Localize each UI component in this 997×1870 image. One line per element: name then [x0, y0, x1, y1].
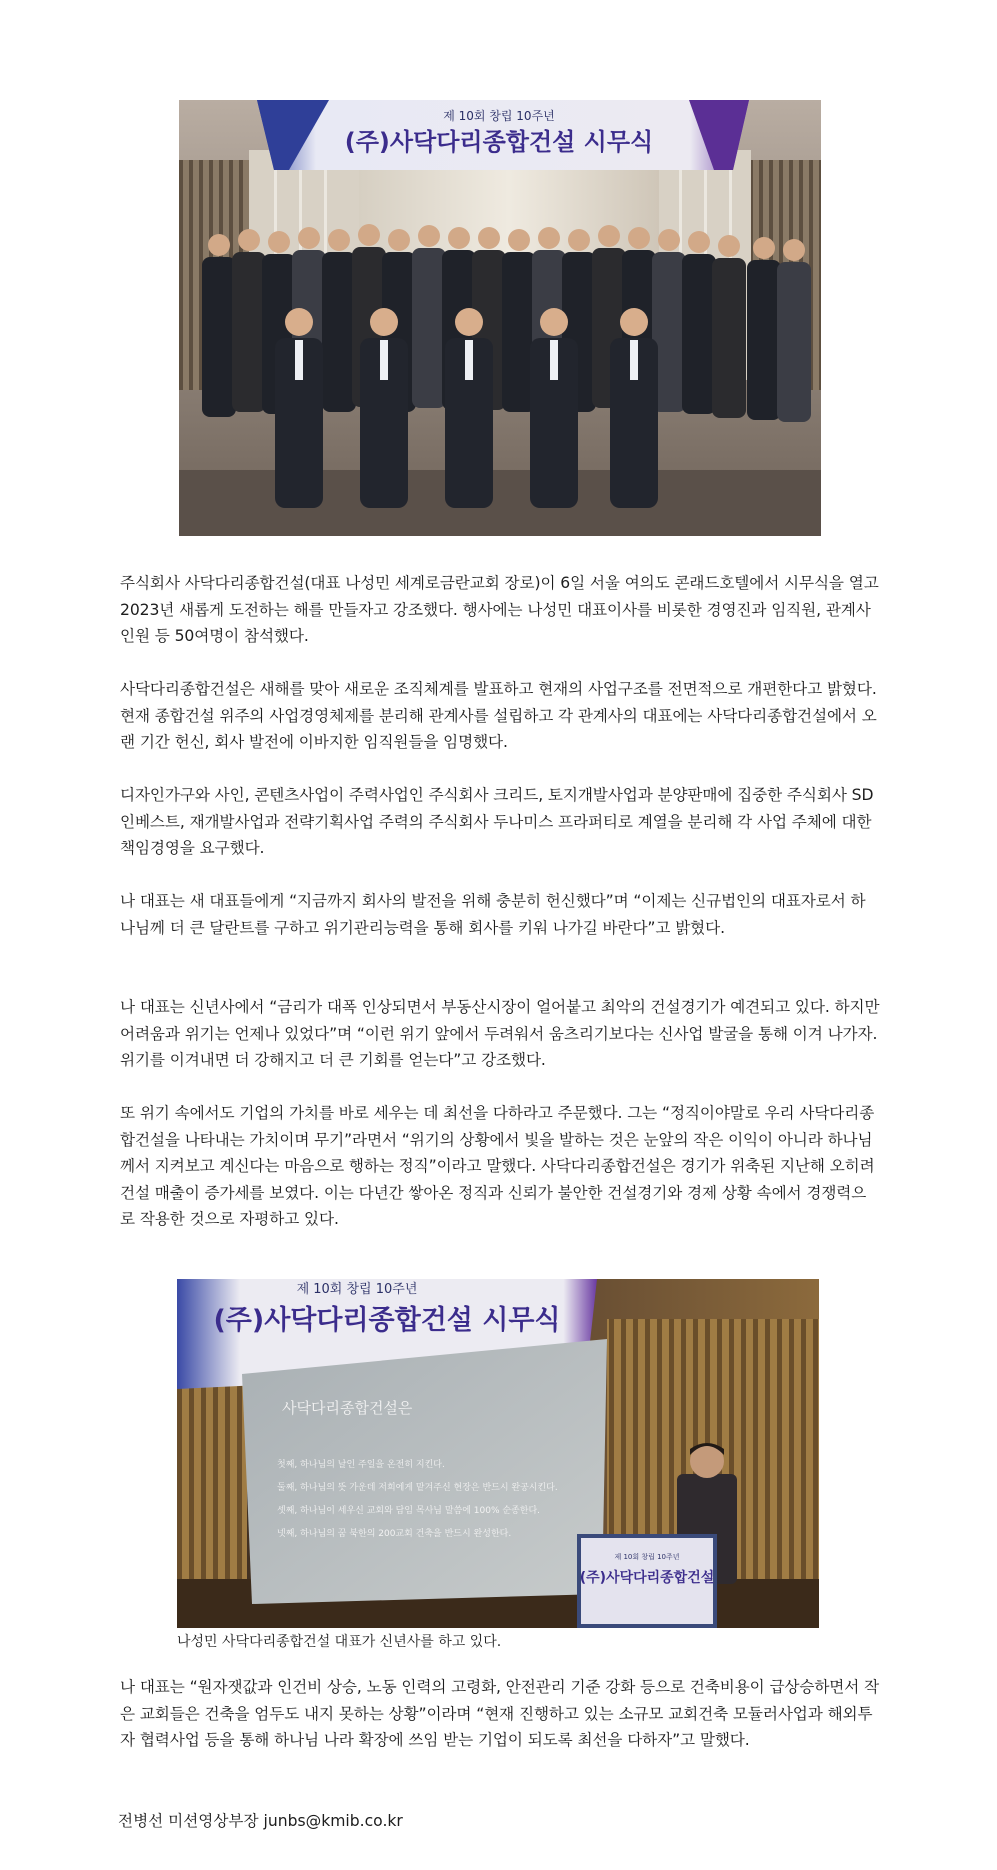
screen-line: 둘째, 하나님의 뜻 가운데 저희에게 맡겨주신 현장은 반드시 완공시킨다.: [277, 1483, 558, 1493]
article-paragraph: 또 위기 속에서도 기업의 가치를 바로 세우는 데 최선을 다하라고 주문했다. 그는 “정직이야말로 우리 사닥다리종합건설을 나타내는 가치이며 무기”라면서 “위기의 상황에서 빛을 발하는 것은 눈앞의 작은 이익이 아니라 하나님께서 지켜보고 계신다는 마음으로 행하는 정직”이라고 말했다. 사닥다리종합건설은 경기가 위축된 지난해 오히려 건설 매출이 증가세를 보였다. 이는 다년간 쌓아온 정직과 신뢰가 불안한 건설경기와 경제 상황 속에서 경쟁력으로 작용한 것으로 자평하고 있다.: [120, 1104, 875, 1228]
byline: 전병선 미션영상부장 junbs@kmib.co.kr: [118, 1812, 403, 1830]
article-paragraph: 사닥다리종합건설은 새해를 맞아 새로운 조직체계를 발표하고 현재의 사업구조를 전면적으로 개편한다고 밝혔다. 현재 종합건설 위주의 사업경영체제를 분리해 관계사를 설립하고 각 관계사의 대표에는 사닥다리종합건설에서 오랜 기간 헌신, 회사 발전에 이바지한 임직원들을 임명했다.: [120, 680, 877, 751]
banner-title-text: (주)사닥다리종합건설 시무식: [344, 128, 654, 156]
screen-line: 넷째, 하나님의 꿈 북한의 200교회 건축을 반드시 완성한다.: [277, 1529, 512, 1539]
banner-small-text: 제 10회 창립 10주년: [443, 109, 555, 123]
screen-line: 첫째, 하나님의 날인 주일을 온전히 지킨다.: [277, 1460, 445, 1470]
screen-title: 사닥다리종합건설은: [282, 1399, 413, 1417]
banner-title-text: (주)사닥다리종합건설 시무식: [213, 1305, 561, 1336]
article-paragraph: 주식회사 사닥다리종합건설(대표 나성민 세계로금란교회 장로)이 6일 서울 여의도 콘래드호텔에서 시무식을 열고 2023년 새롭게 도전하는 해를 만들자고 강조했다. 행사에는 나성민 대표이사를 비롯한 경영진과 임직원, 관계사 인원 등 50여명이 참석했다.: [120, 574, 879, 645]
photo-caption: 나성민 사닥다리종합건설 대표가 신년사를 하고 있다.: [177, 1634, 502, 1650]
article-paragraph: 디자인가구와 사인, 콘텐츠사업이 주력사업인 주식회사 크리드, 토지개발사업과 분양판매에 집중한 주식회사 SD인베스트, 재개발사업과 전략기획사업 주력의 주식회사 두나미스 프라퍼티로 계열을 분리해 각 사업 주체에 대한 책임경영을 요구했다.: [120, 786, 874, 857]
closing-paragraph: 나 대표는 “원자잿값과 인건비 상승, 노동 인력의 고령화, 안전관리 기준 강화 등으로 건축비용이 급상승하면서 작은 교회들은 건축을 엄두도 내지 못하는 상황”이라며 “현재 진행하고 있는 소규모 교회건축 모듈러사업과 해외투자 협력사업 등을 통해 하나님 나라 확장에 쓰임 받는 기업이 되도록 최선을 다하자”고 말했다.: [120, 1678, 880, 1749]
speech-photo: [177, 1279, 819, 1628]
article-paragraph: 나 대표는 신년사에서 “금리가 대폭 인상되면서 부동산시장이 얼어붙고 최악의 건설경기가 예견되고 있다. 하지만 어려움과 위기는 언제나 있었다”며 “이런 위기 앞에서 두려워서 움츠리기보다는 신사업 발굴을 통해 이겨 나가자. 위기를 이겨내면 더 강해지고 더 큰 기회를 얻는다”고 강조했다.: [120, 998, 880, 1069]
group-photo: [179, 100, 821, 536]
podium-title-text: (주)사닥다리종합건설: [579, 1570, 715, 1586]
banner-small-text: 제 10회 창립 10주년: [296, 1282, 418, 1297]
screen-line: 셋째, 하나님이 세우신 교회와 담임 목사님 말씀에 100% 순종한다.: [277, 1506, 540, 1516]
podium-small-text: 제 10회 창립 10주년: [614, 1553, 680, 1561]
article-paragraph: 나 대표는 새 대표들에게 “지금까지 회사의 발전을 위해 충분히 헌신했다”며 “이제는 신규법인의 대표자로서 하나님께 더 큰 달란트를 구하고 위기관리능력을 통해 회사를 키워 나가길 바란다”고 밝혔다.: [120, 892, 866, 937]
